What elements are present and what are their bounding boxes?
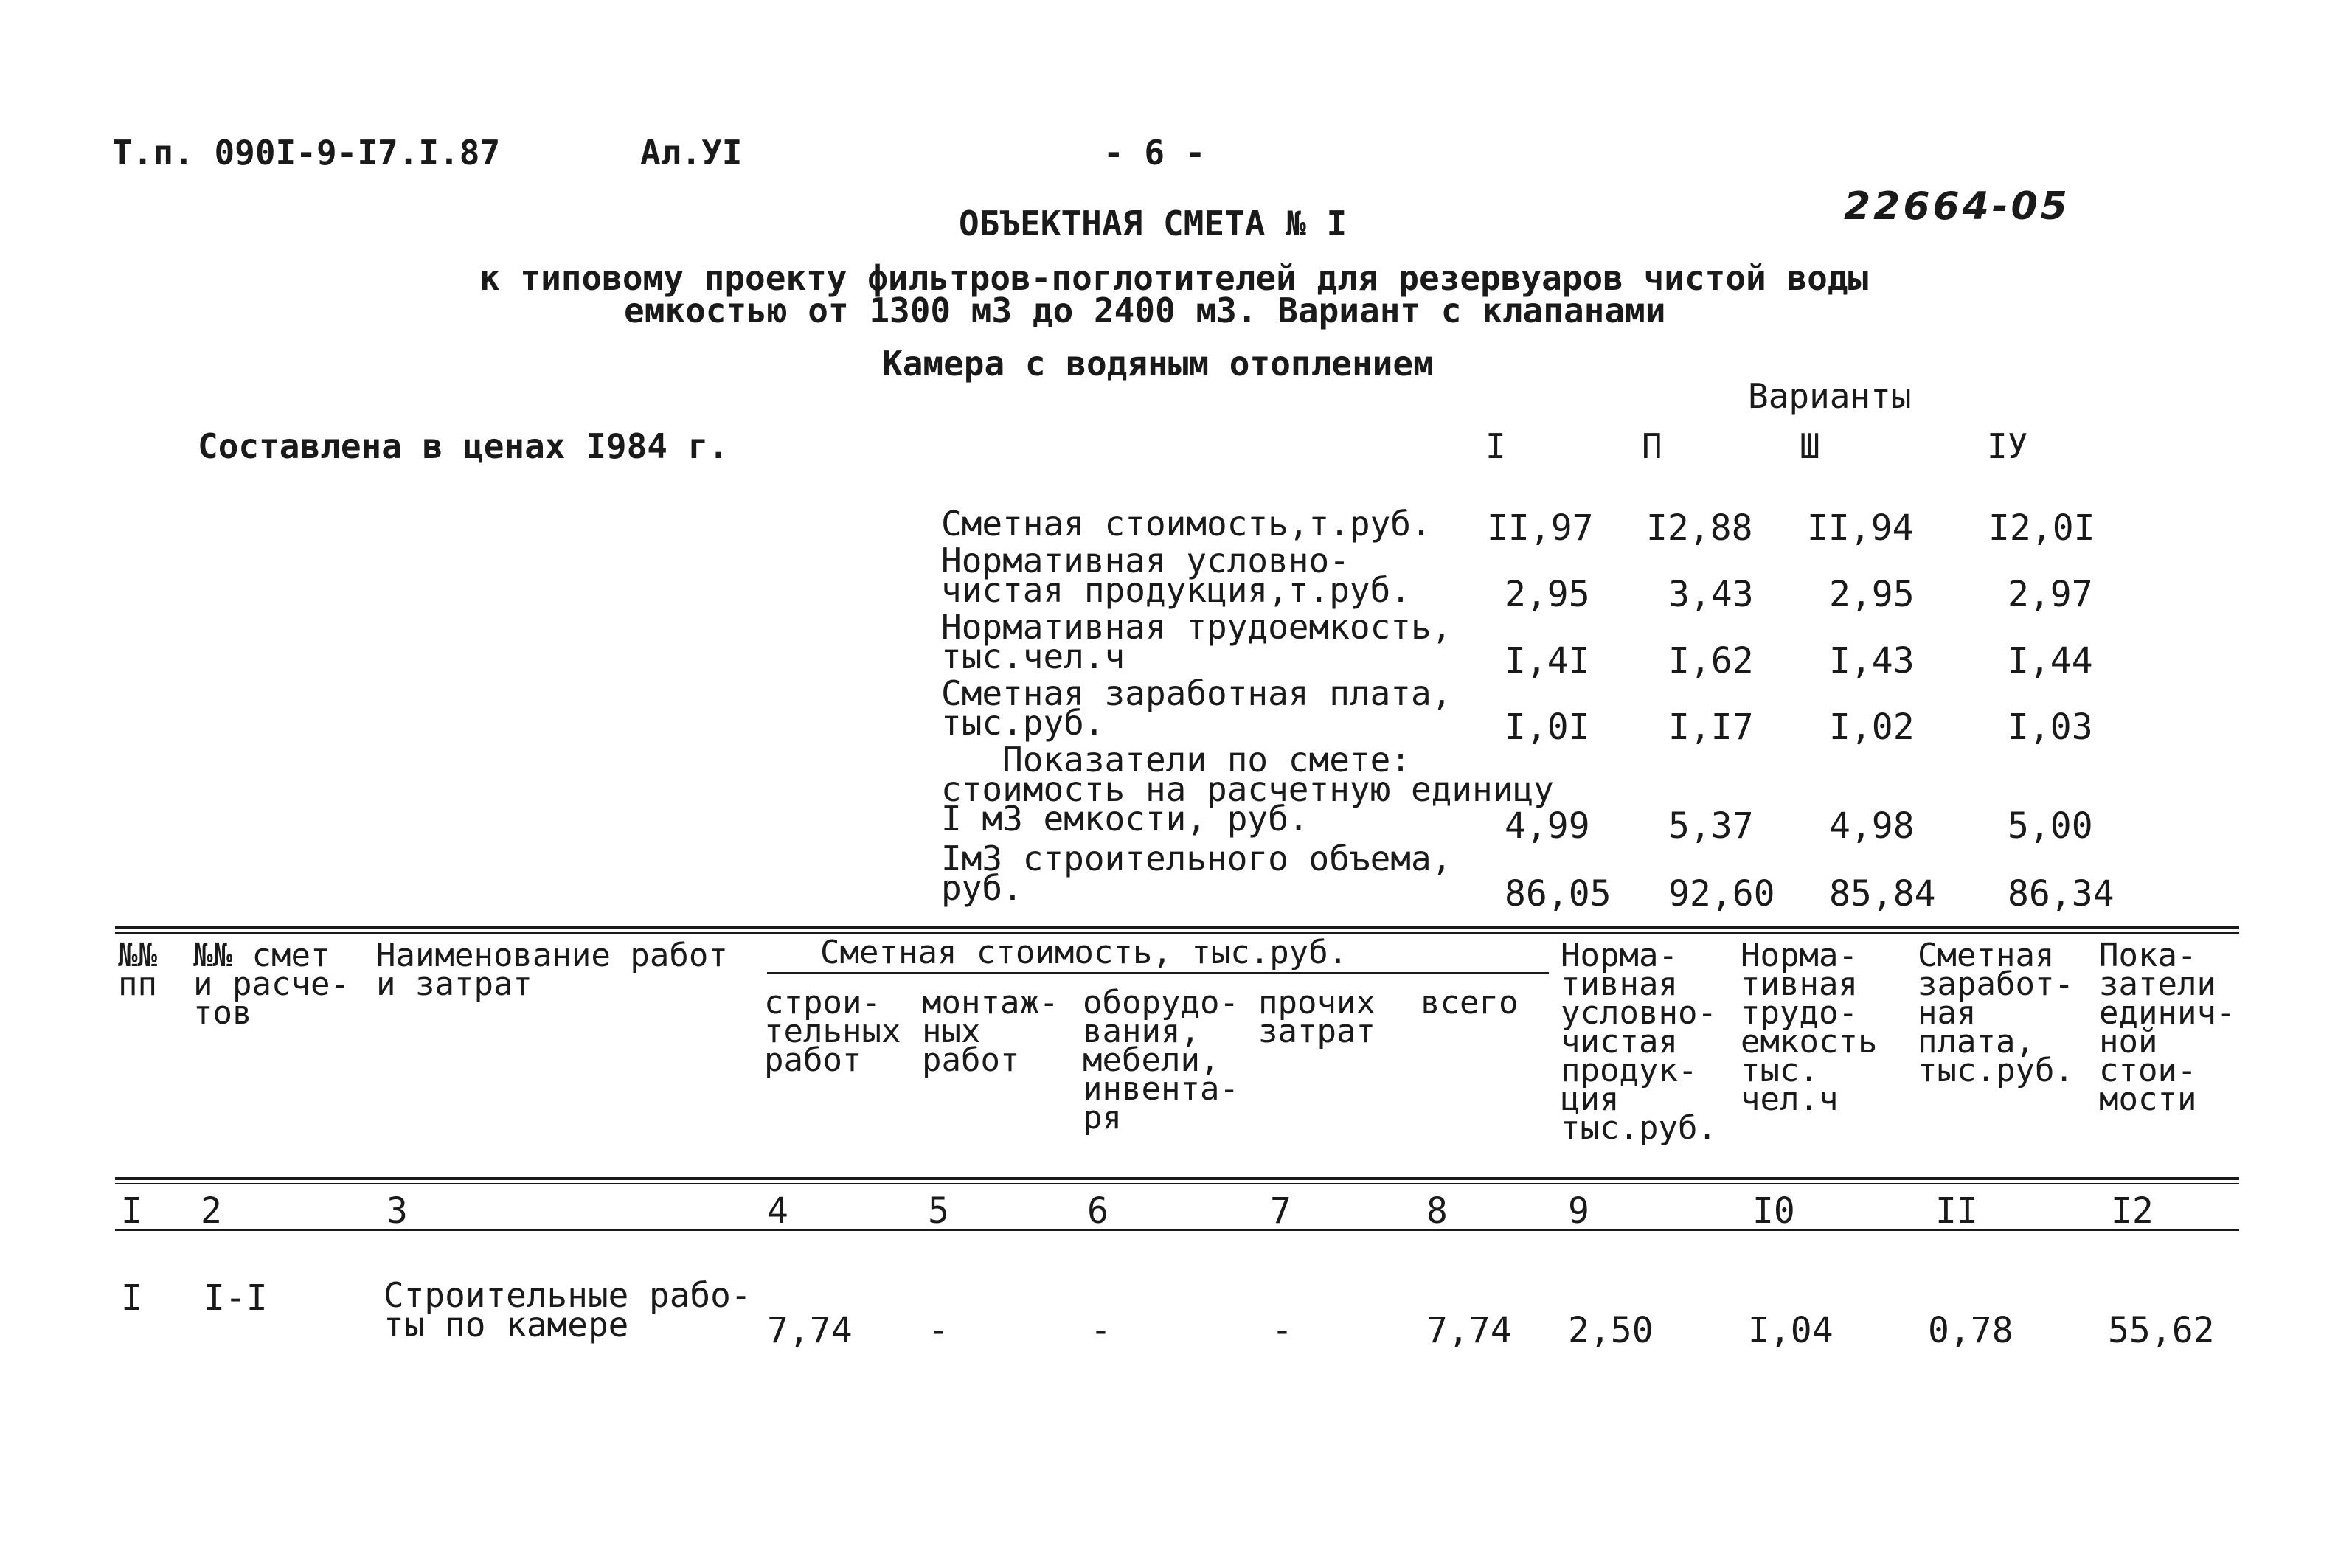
table-row-nucp: 2,50 (1568, 1310, 1654, 1351)
table-top-rule (115, 926, 2239, 929)
indicator-value: 5,00 (2008, 805, 2093, 847)
variant-label-1: I (1485, 426, 1506, 466)
column-number: 4 (767, 1190, 788, 1232)
indicator-value: I,02 (1829, 707, 1915, 748)
header-col-pp: №№ пп (118, 937, 157, 1003)
table-row-vsego: 7,74 (1426, 1310, 1512, 1351)
indicator-value: I,62 (1668, 640, 1754, 681)
indicator-value: II,97 (1487, 507, 1594, 549)
stamp-number: 22664-05 (1844, 184, 2070, 229)
indicator-value: 2,95 (1505, 574, 1590, 615)
indicator-value: 86,05 (1505, 873, 1612, 915)
prices-note: Составлена в ценах I984 г. (198, 426, 729, 466)
column-number: 7 (1270, 1190, 1291, 1232)
column-number: I2 (2111, 1190, 2154, 1232)
header-col-prochie: прочих затрат (1258, 984, 1376, 1050)
document-subtitle-line2: емкостью от 1300 м3 до 2400 м3. Вариант с клапанами (624, 291, 1666, 330)
header-cost-group: Сметная стоимость, тыс.руб. (820, 934, 1348, 971)
indicator-label: Iм3 строительного объема, руб. (941, 839, 1452, 908)
variants-heading: Варианты (1748, 376, 1912, 416)
indicator-value: 2,97 (2008, 574, 2093, 615)
column-number: 2 (201, 1190, 222, 1232)
header-col-trud: Норма- тивная трудо- емкость тыс. чел.ч (1741, 937, 1878, 1118)
column-number: 5 (928, 1190, 949, 1232)
cost-group-underline (767, 972, 1549, 974)
indicator-value: I,03 (2008, 707, 2093, 748)
sheet-label: Ал.УI (640, 133, 743, 173)
table-row-oborud: - (1090, 1310, 1111, 1351)
indicator-value: 4,99 (1505, 805, 1590, 847)
header-bottom-rule-inner (115, 1183, 2239, 1184)
table-row-montazh: - (928, 1310, 949, 1351)
variant-label-4: IУ (1987, 426, 2028, 466)
indicator-label: Сметная стоимость,т.руб. (941, 504, 1432, 544)
header-col-nucp: Норма- тивная условно- чистая продук- ция тыс.руб. (1561, 937, 1717, 1147)
indicator-value: 2,95 (1829, 574, 1915, 615)
header-bottom-rule (115, 1177, 2239, 1180)
header-col-pokaz: Пока- затели единич- ной стои- мости (2099, 937, 2236, 1118)
table-row-zarplata: 0,78 (1928, 1310, 2013, 1351)
column-number: I (121, 1190, 142, 1232)
indicator-value: I,0I (1505, 707, 1590, 748)
table-row-stroit: 7,74 (767, 1310, 853, 1351)
indicator-value: 4,98 (1829, 805, 1915, 847)
header-col-montazh: монтаж- ных работ (922, 984, 1059, 1079)
indicator-value: 86,34 (2008, 873, 2115, 915)
variant-label-2: П (1642, 426, 1662, 466)
table-row-prochie: - (1272, 1310, 1293, 1351)
indicator-label: Показатели по смете: стоимость на расчетную единицу I м3 емкости, руб. (941, 740, 1554, 839)
table-row-pokaz: 55,62 (2108, 1310, 2215, 1351)
indicator-value: II,94 (1807, 507, 1914, 549)
header-col-stroit: строи- тельных работ (764, 984, 901, 1079)
column-number: 3 (386, 1190, 408, 1232)
indicator-value: I,44 (2008, 640, 2093, 681)
indicator-value: 3,43 (1668, 574, 1754, 615)
column-number: 8 (1426, 1190, 1448, 1232)
column-number: I0 (1752, 1190, 1795, 1232)
page-number: - 6 - (1103, 133, 1206, 173)
column-numbers-rule (115, 1229, 2239, 1231)
table-row-trud: I,04 (1748, 1310, 1834, 1351)
indicator-value: 92,60 (1668, 873, 1775, 915)
section-title: Камера с водяным отоплением (882, 344, 1434, 384)
table-row-n: I (121, 1277, 142, 1319)
header-col-zarplata: Сметная заработ- ная плата, тыс.руб. (1918, 937, 2074, 1089)
indicator-value: 85,84 (1829, 873, 1936, 915)
indicator-value: I,I7 (1668, 707, 1754, 748)
indicator-label: Сметная заработная плата, тыс.руб. (941, 673, 1452, 743)
indicator-value: 5,37 (1668, 805, 1754, 847)
indicator-value: I,4I (1505, 640, 1590, 681)
table-row-smeta: I-I (204, 1277, 268, 1319)
column-number: 9 (1568, 1190, 1589, 1232)
document-title: ОБЪЕКТНАЯ СМЕТА № I (959, 204, 1347, 243)
column-number: II (1935, 1190, 1978, 1232)
indicator-label: Нормативная трудоемкость, тыс.чел.ч (941, 607, 1452, 676)
doc-code: Т.п. 090I-9-I7.I.87 (112, 133, 501, 173)
variant-label-3: Ш (1800, 426, 1820, 466)
header-col-name: Наименование работ и затрат (376, 937, 728, 1003)
indicator-value: I2,88 (1646, 507, 1753, 549)
indicator-value: I,43 (1829, 640, 1915, 681)
header-col-oborud: оборудо- вания, мебели, инвента- ря (1083, 984, 1239, 1137)
table-row-name: Строительные рабо- ты по камере (384, 1275, 752, 1345)
column-number: 6 (1087, 1190, 1109, 1232)
document-subtitle-line1: к типовому проекту фильтров-поглотителей для резервуаров чистой воды (479, 258, 1869, 298)
header-col-vsego: всего (1420, 984, 1519, 1021)
indicator-label: Нормативная условно- чистая продукция,т.руб. (941, 541, 1411, 610)
indicator-value: I2,0I (1988, 507, 2095, 549)
header-col-smeta: №№ смет и расче- тов (193, 937, 350, 1032)
